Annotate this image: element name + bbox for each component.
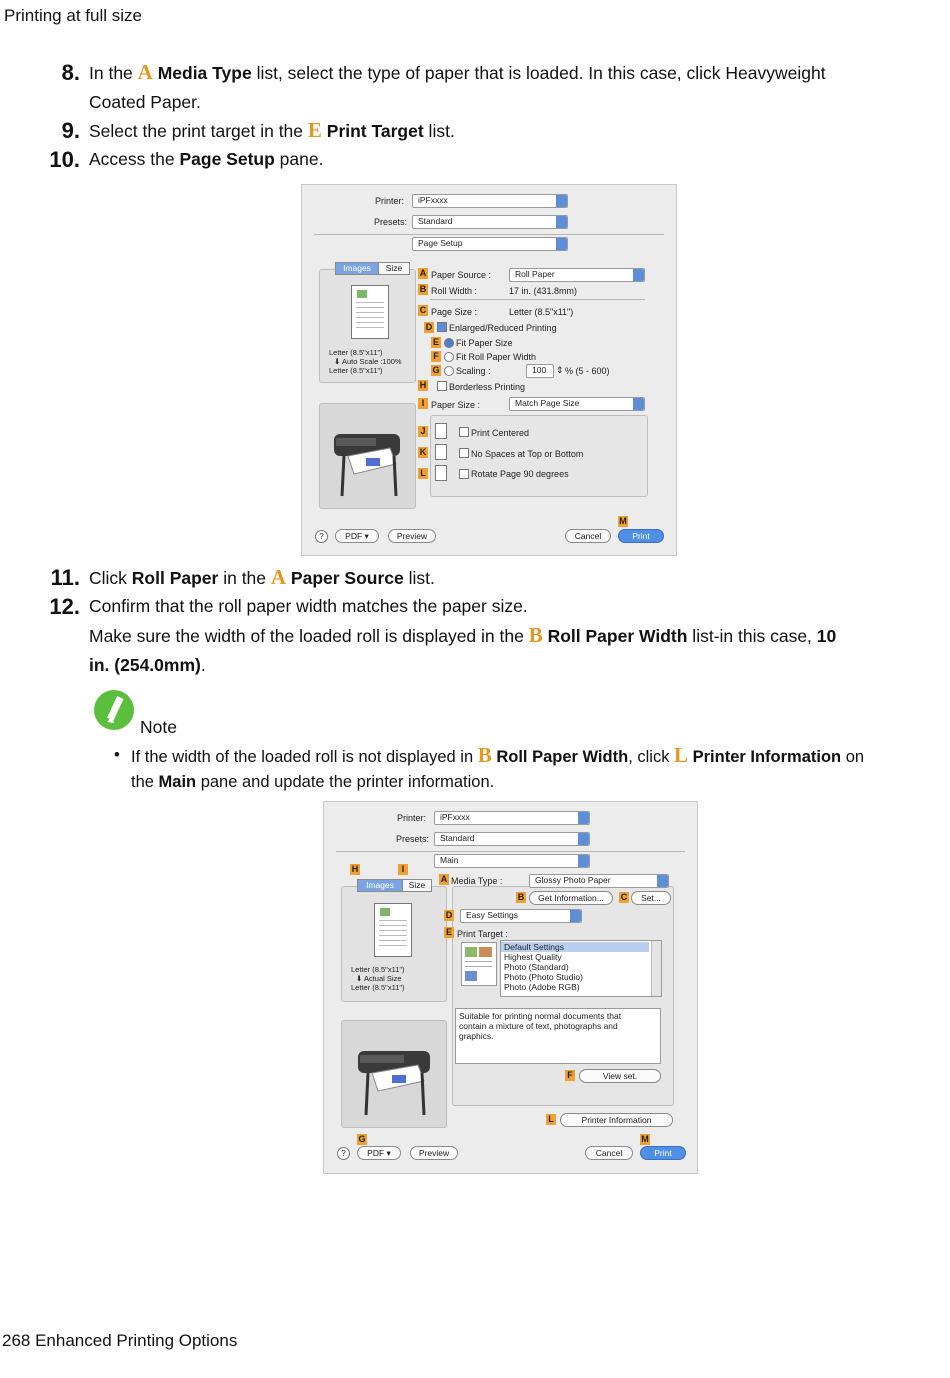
chevron-down-icon [578,855,589,867]
printer-select[interactable]: iPFxxxx [412,194,568,208]
easy-settings-select[interactable]: Easy Settings [460,909,582,923]
step-text: Access the Page Setup pane. [89,149,324,169]
list-item[interactable]: Highest Quality [504,952,562,962]
get-information-button[interactable]: Get Information... [529,891,613,905]
callout-d: D [445,910,453,920]
presets-select[interactable]: Standard [434,832,590,846]
preview-output-text: Letter (8.5"x11") [329,366,383,375]
bullet-icon: • [114,746,120,764]
callout-b: B [517,892,525,902]
chevron-down-icon [578,812,589,824]
callout-j: J [418,426,428,437]
enlarged-checkbox[interactable] [437,322,447,332]
step-text: Confirm that the roll paper width matches the paper size. Make sure the width of the loaded roll is displayed in the B Roll Paper Width list-in this case, 10 in. (254.0mm). [89,596,837,675]
callout-i: I [418,398,428,409]
print-button[interactable]: Print [640,1146,686,1160]
step-text: Click Roll Paper in the A Paper Source list. [89,565,435,589]
enlarged-label: Enlarged/Reduced Printing [449,323,557,333]
tab-size[interactable]: Size [378,262,410,275]
rotate-checkbox[interactable] [459,469,469,479]
callout-f: F [431,351,441,362]
step-number: 10. [49,147,80,172]
chevron-down-icon [633,398,644,410]
callout-i: I [398,864,408,875]
document-preview-icon [351,285,389,339]
main-dialog [323,801,698,1174]
step-number: 8. [61,60,80,85]
callout-g: G [432,365,440,375]
print-centered-label: Print Centered [471,428,530,438]
preview-scale-text: ⬇ Auto Scale :100% [334,357,402,366]
printer-select[interactable]: iPFxxxx [434,811,590,825]
page-setup-dialog [301,184,677,556]
callout-g: G [358,1134,366,1144]
paper-size-select[interactable]: Match Page Size [509,397,645,411]
document-preview-icon [374,903,412,957]
list-item[interactable]: Photo (Adobe RGB) [504,982,580,992]
fit-roll-radio[interactable] [444,352,454,362]
callout-a: A [419,268,427,278]
page-size-value: Letter (8.5"x11") [509,307,574,317]
callout-f: F [565,1070,575,1081]
view-set-button[interactable]: View set. [579,1069,661,1083]
rotate-label: Rotate Page 90 degrees [471,469,569,479]
scaling-label: Scaling : [456,366,491,376]
roll-width-value: 17 in. (431.8mm) [509,286,578,296]
note-bullet: • If the width of the loaded roll is not displayed in B Roll Paper Width, click L Printer Information on the Main pane and update the printer information. [114,743,865,791]
chevron-down-icon [633,269,644,281]
description-line: graphics. [459,1031,494,1041]
page-size-label: Page Size : [431,307,478,317]
no-spaces-checkbox[interactable] [459,448,469,458]
paper-source-select[interactable]: Roll Paper [509,268,645,282]
callout-l: L [546,1114,556,1125]
scaling-stepper[interactable]: ⇕ [556,365,564,375]
description-box [455,1008,661,1064]
printer-icon [342,1021,446,1127]
page-centered-icon [435,423,447,439]
arrow-down-icon: ⬇ [356,974,364,983]
step-number: 11. [50,565,80,590]
list-item[interactable]: Photo (Standard) [504,962,569,972]
pane-select[interactable]: Page Setup [412,237,568,251]
cancel-button[interactable]: Cancel [585,1146,633,1160]
step-text: In the A Media Type list, select the type of paper that is loaded. In this case, click Heavyweight Coated Paper. [89,60,826,112]
print-target-thumbnail-icon [461,942,497,986]
callout-e: E [445,927,452,937]
note-title: Note [140,717,177,737]
divider [314,234,664,235]
printer-information-button[interactable]: Printer Information [560,1113,673,1127]
preview-button[interactable]: Preview [410,1146,458,1160]
help-button[interactable]: ? [337,1147,350,1160]
callout-d: D [425,322,433,332]
chevron-down-icon [657,875,668,887]
page-header: Printing at full size [4,6,142,25]
presets-label: Presets: [396,834,430,844]
tab-images[interactable]: Images [357,879,403,892]
callout-h: H [419,380,427,390]
pane-select[interactable]: Main [434,854,590,868]
roll-width-label: Roll Width : [431,286,478,296]
print-target-list[interactable] [500,940,662,997]
preview-size-text: Letter (8.5"x11") [351,965,405,974]
printer-illustration [319,403,416,509]
step-text: Select the print target in the E Print Target list. [89,118,455,142]
cancel-button[interactable]: Cancel [565,529,611,543]
callout-b: B [419,284,427,294]
printer-label: Printer: [397,813,427,823]
presets-label: Presets: [374,217,408,227]
help-button[interactable]: ? [315,530,328,543]
description-line: contain a mixture of text, photographs and [459,1021,618,1031]
chevron-down-icon [556,216,567,228]
list-item[interactable]: Default Settings [504,942,565,952]
borderless-label: Borderless Printing [449,382,526,392]
callout-h: H [351,864,359,874]
preview-output-text: Letter (8.5"x11") [351,983,405,992]
print-target-label: Print Target : [457,929,508,939]
note-pencil-icon [94,690,134,730]
preview-size-text: Letter (8.5"x11") [329,348,383,357]
fit-paper-radio[interactable] [444,338,454,348]
borderless-checkbox[interactable] [437,381,447,391]
list-item[interactable]: Photo (Photo Studio) [504,972,583,982]
no-spaces-label: No Spaces at Top or Bottom [471,449,584,459]
media-type-label: Media Type : [451,876,503,886]
chevron-down-icon [556,238,567,250]
preview-scale-text: ⬇ Actual Size [356,974,402,983]
fit-roll-label: Fit Roll Paper Width [456,352,537,362]
divider [430,299,645,300]
chevron-down-icon [556,195,567,207]
pdf-button[interactable]: PDF ▾ [335,529,379,543]
callout-c: C [419,305,427,315]
presets-select[interactable]: Standard [412,215,568,229]
tab-images[interactable]: Images [335,262,379,275]
page-no-spaces-icon [435,444,447,460]
set-button[interactable]: Set... [631,891,671,905]
description-line: Suitable for printing normal documents that [459,1011,622,1021]
pdf-button[interactable]: PDF ▾ [357,1146,401,1160]
chevron-down-icon [570,910,581,922]
printer-illustration [341,1020,447,1128]
callout-a: A [440,874,448,884]
printer-icon [320,404,415,508]
callout-m: M [641,1134,649,1144]
callout-c: C [620,892,628,902]
callout-k: K [419,447,427,457]
list-scrollbar[interactable] [651,941,661,996]
page-rotate-icon [435,465,447,481]
media-type-select[interactable]: Glossy Photo Paper [529,874,669,888]
tab-size[interactable]: Size [402,879,432,892]
callout-e: E [432,337,439,347]
paper-source-label: Paper Source : [431,270,492,280]
callout-m: M [619,516,627,526]
step-number: 12. [49,594,80,619]
print-button[interactable]: Print [618,529,664,543]
fit-paper-label: Fit Paper Size [456,338,513,348]
scaling-radio[interactable] [444,366,454,376]
step-number: 9. [61,118,80,143]
divider [336,851,685,852]
scaling-range: % (5 - 600) [565,366,610,376]
page-footer: 268 Enhanced Printing Options [2,1331,238,1350]
arrow-down-icon: ⬇ [334,357,342,366]
print-centered-checkbox[interactable] [459,427,469,437]
callout-l: L [418,468,428,479]
paper-size-label: Paper Size : [431,400,481,410]
chevron-down-icon [578,833,589,845]
printer-label: Printer: [375,196,405,206]
preview-button[interactable]: Preview [388,529,436,543]
scaling-input[interactable]: 100 [526,364,554,378]
